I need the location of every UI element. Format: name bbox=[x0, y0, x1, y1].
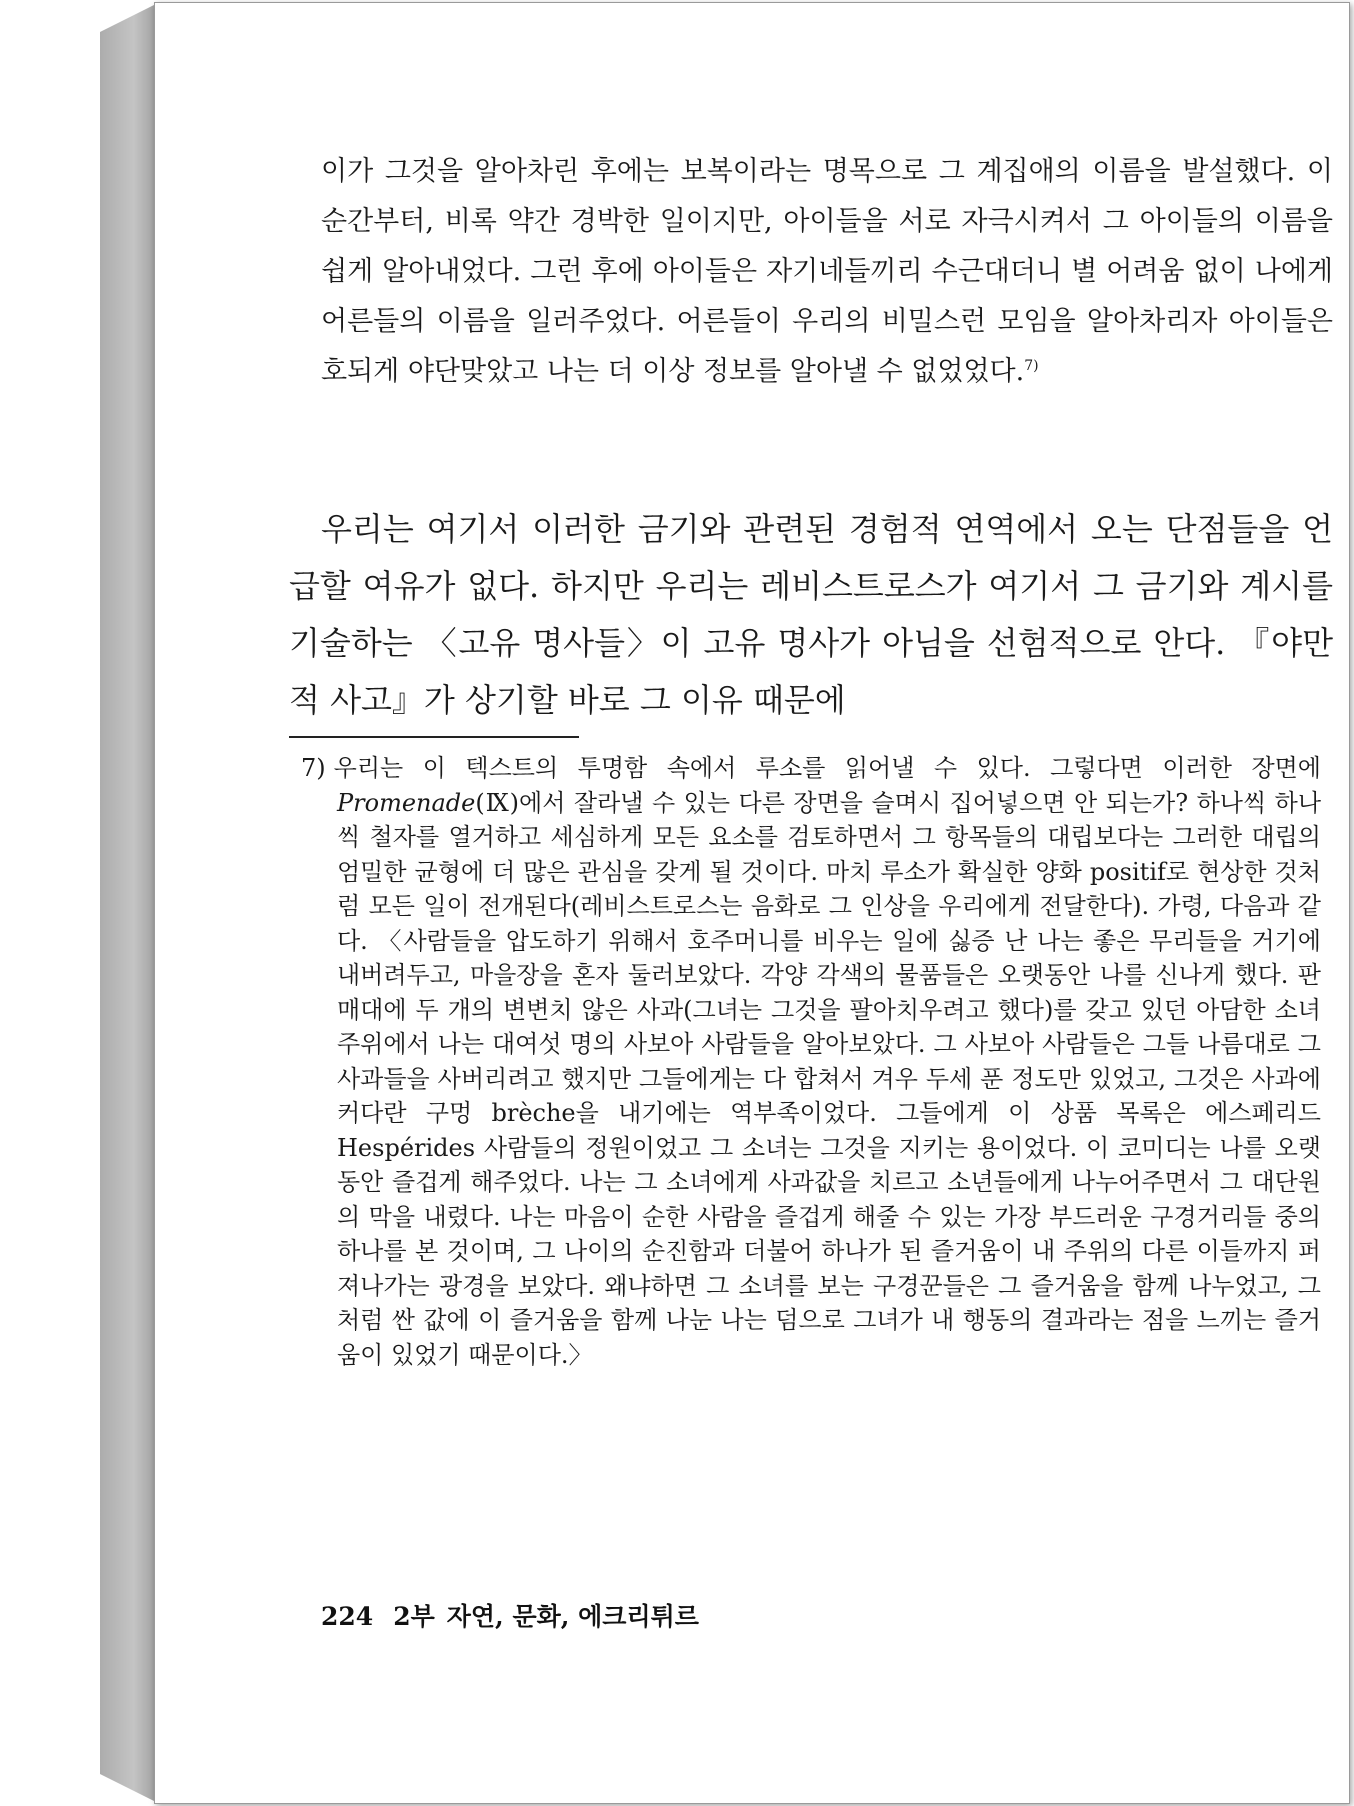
page-number: 224 bbox=[321, 1602, 374, 1631]
footnote bbox=[301, 751, 1321, 1372]
footer-part-label: 2부 bbox=[393, 1602, 435, 1631]
book-spine-shade bbox=[100, 4, 156, 1802]
footnote-number: 7) bbox=[301, 754, 326, 782]
footnote-divider bbox=[289, 736, 579, 738]
page-footer bbox=[321, 1597, 699, 1633]
block-quote-text: 이가 그것을 알아차린 후에는 보복이라는 명목으로 그 계집애의 이름을 발설했다. 이 순간부터, 비록 약간 경박한 일이지만, 아이들을 서로 자극시켜서 그 아이들의 이름을 쉽게 알아내었다. 그런 후에 아이들은 자기네들끼리 수근대더니 별 어려움 없이 나에게 어른들의 이름을 일러주었다. 어른들이 우리의 비밀스런 모임을 알아차리자 아이들은 호되게 야단맞았고 나는 더 이상 정보를 알아낼 수 없었었다. bbox=[321, 156, 1333, 387]
footnote-text-part2: (Ⅸ)에서 잘라낼 수 있는 다른 장면을 슬며시 집어넣으면 안 되는가? 하나씩 하나씩 철자를 열거하고 세심하게 모든 요소를 검토하면서 그 항목들의 대립보다는 그러한 대립의 엄밀한 균형에 더 많은 관심을 갖게 될 것이다. 마치 루소가 확실한 양화 positif로 현상한 것처럼 모든 일이 전개된다(레비스트로스는 음화로 그 인상을 우리에게 전달한다). 가령, 다음과 같다. 〈사람들을 압도하기 위해서 호주머니를 비우는 일에 싫증 난 나는 좋은 무리들을 거기에 내버려두고, 마을장을 혼자 둘러보았다. 각양 각색의 물품들은 오랫동안 나를 신나게 했다. 판매대에 두 개의 변변치 않은 사과(그녀는 그것을 팔아치우려고 했다)를 갖고 있던 아담한 소녀 주위에서 나는 대여섯 명의 사보아 사람들을 알아보았다. 그 사보아 사람들은 그들 나름대로 그 사과들을 사버리려고 했지만 그들에게는 다 합쳐서 겨우 두세 푼 정도만 있었고, 그것은 사과에 커다란 구멍 brèche을 내기에는 역부족이었다. 그들에게 이 상품 목록은 에스페리드 Hespérides 사람들의 정원이었고 그 소녀는 그것을 지키는 용이었다. 이 코미디는 나를 오랫동안 즐겁게 해주었다. 나는 그 소녀에게 사과값을 치르고 소년들에게 나누어주면서 그 대단원의 막을 내렸다. 나는 마음이 순한 사람을 즐겁게 해줄 수 있는 가장 부드러운 구경거리들 중의 하나를 본 것이며, 그 나이의 순진함과 더불어 하나가 된 즐거움이 내 주위의 다른 이들까지 퍼져나가는 광경을 보았다. 왜냐하면 그 소녀를 보는 구경꾼들은 그 즐거움을 함께 나누었고, 그처럼 싼 값에 이 즐거움을 함께 나눈 나는 덤으로 그녀가 내 행동의 결과라는 점을 느끼는 즐거움이 있었기 때문이다.〉 bbox=[337, 788, 1321, 1369]
body-paragraph: 우리는 여기서 이러한 금기와 관련된 경험적 연역에서 오는 단점들을 언급할 여유가 없다. 하지만 우리는 레비스트로스가 여기서 그 금기와 계시를 기술하는 〈고유 명사들〉이 고유 명사가 아님을 선험적으로 안다. 『야만적 사고』가 상기할 바로 그 이유 때문에 bbox=[289, 510, 1333, 719]
footnote-text-part1: 우리는 이 텍스트의 투명함 속에서 루소를 읽어낼 수 있다. 그렇다면 이러한 장면에 bbox=[333, 754, 1321, 782]
book-page bbox=[154, 2, 1350, 1804]
block-quote bbox=[321, 147, 1333, 397]
footer-section-title: 자연, 문화, 에크리튀르 bbox=[446, 1602, 699, 1631]
footnote-italic-title: Promenade bbox=[337, 788, 476, 817]
footnote-reference-mark[interactable]: 7) bbox=[1024, 358, 1039, 374]
